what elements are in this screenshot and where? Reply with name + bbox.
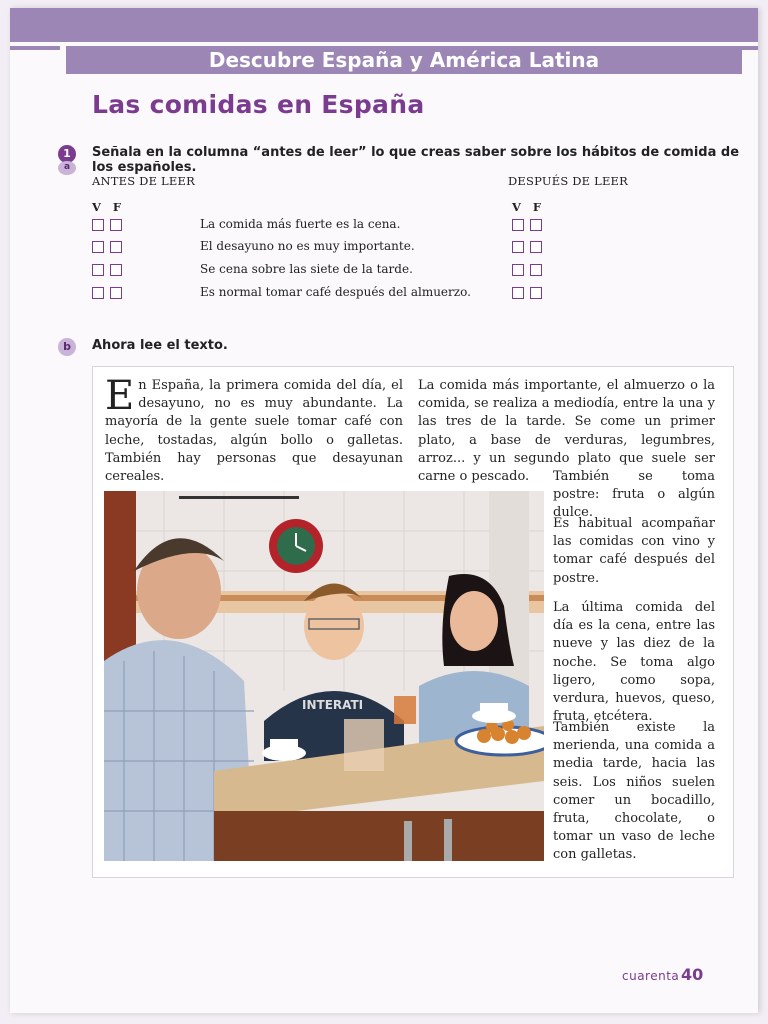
before-false-checkbox[interactable] [110, 241, 122, 253]
family-breakfast-photo [104, 491, 544, 861]
top-bar [10, 8, 758, 42]
after-true-checkbox[interactable] [512, 241, 524, 253]
paragraph-breakfast-text: n España, la primera comida del día, el desayuno, no es muy abundante. La mayoría de la gente suele tomar café con leche, tostadas, algún bollo o galletas. También hay personas que desayunan cereales. [105, 378, 403, 485]
sub-b-badge: b [58, 338, 76, 356]
sub-a-badge: a [58, 161, 76, 175]
statement-3: Se cena sobre las siete de la tarde. [200, 262, 413, 276]
after-vf-label: V F [512, 200, 546, 214]
header-rule-right [742, 46, 758, 50]
after-reading-header: DESPUÉS DE LEER [508, 174, 629, 188]
before-true-checkbox[interactable] [92, 241, 104, 253]
page [10, 8, 758, 1013]
after-false-checkbox[interactable] [530, 264, 542, 276]
after-false-checkbox[interactable] [530, 241, 542, 253]
before-reading-header: ANTES DE LEER [92, 174, 195, 188]
before-false-checkbox[interactable] [110, 287, 122, 299]
page-number-word: cuarenta [622, 969, 680, 983]
before-vf-label: V F [92, 200, 126, 214]
page-number: 40 [681, 965, 704, 984]
exercise-1b-instruction: Ahora lee el texto. [92, 338, 228, 353]
statement-2: El desayuno no es muy importante. [200, 239, 415, 253]
before-false-checkbox[interactable] [110, 264, 122, 276]
after-true-checkbox[interactable] [512, 264, 524, 276]
after-true-checkbox[interactable] [512, 287, 524, 299]
before-false-checkbox[interactable] [110, 219, 122, 231]
before-true-checkbox[interactable] [92, 264, 104, 276]
after-false-checkbox[interactable] [530, 219, 542, 231]
paragraph-dinner: La última comida del día es la cena, entre las nueve y las diez de la noche. Se toma algo ligero, como sopa, verdura, huevos, queso, fruta, etcétera. [553, 600, 715, 725]
section-banner: Descubre España y América Latina [66, 46, 742, 74]
header-rule-left [10, 46, 60, 50]
paragraph-wine-coffee: Es habitual acompañar las comidas con vino y tomar café después del postre. [553, 516, 715, 586]
paragraph-snack: También existe la merienda, una comida a media tarde, hacia las seis. Los niños suelen comer un bocadillo, fruta, chocolate, o tomar un vaso de leche con galletas. [553, 720, 715, 863]
shirt-text: INTERATI [302, 698, 364, 712]
after-true-checkbox[interactable] [512, 219, 524, 231]
statement-1: La comida más fuerte es la cena. [200, 217, 401, 231]
exercise-number-badge: 1 [58, 145, 76, 163]
before-true-checkbox[interactable] [92, 219, 104, 231]
exercise-1a-instruction: Señala en la columna “antes de leer” lo que creas saber sobre los hábitos de comida de los españoles. [92, 145, 740, 175]
paragraph-dessert: También se toma postre: fruta o algún dulce. [553, 469, 715, 521]
before-true-checkbox[interactable] [92, 287, 104, 299]
statement-4: Es normal tomar café después del almuerzo. [200, 285, 471, 299]
page-title: Las comidas en España [92, 90, 425, 119]
paragraph-lunch: La comida más importante, el almuerzo o la comida, se realiza a mediodía, entre la una y las tres de la tarde. Se come un primer plato, a base de verduras, legumbres, arroz... y un segundo plato que suele ser carne o pescado. [418, 378, 715, 485]
after-false-checkbox[interactable] [530, 287, 542, 299]
paragraph-breakfast [105, 373, 403, 486]
drop-cap: E [105, 373, 135, 419]
